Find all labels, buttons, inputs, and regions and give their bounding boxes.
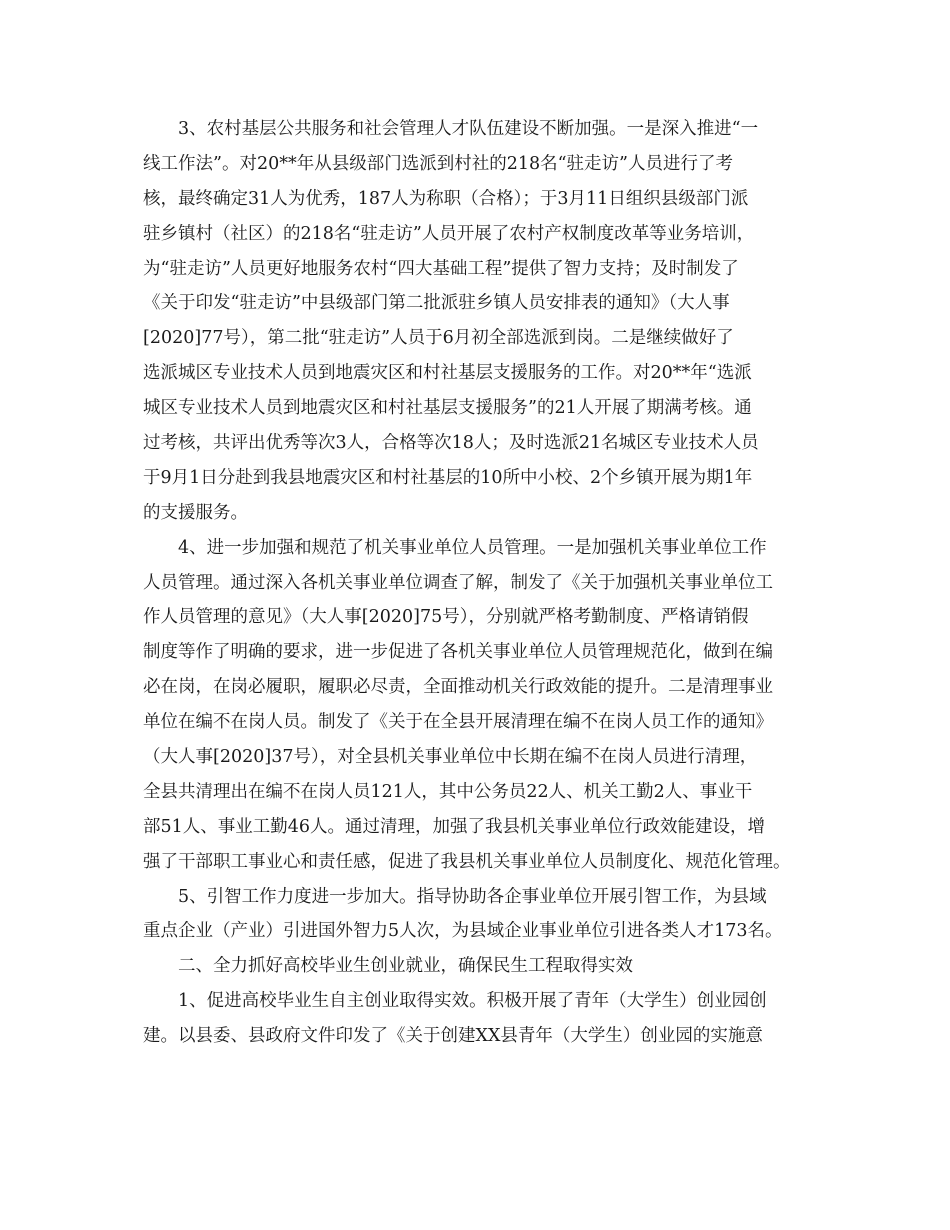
paragraph-4-line-8: 全县共清理出在编不在岗人员121人，其中公务员22人、机关工勤2人、事业干 <box>143 781 753 802</box>
paragraph-4-line-4: 制度等作了明确的要求，进一步促进了各机关事业单位人员管理规范化，做到在编 <box>143 642 773 663</box>
section-2-paragraph-1-line-2: 建。以县委、县政府文件印发了《关于创建XX县青年（大学生）创业园的实施意 <box>143 1026 763 1047</box>
paragraph-4-line-3: 作人员管理的意见》（大人事[2020]75号），分别就严格考勤制度、严格请销假 <box>143 607 749 628</box>
paragraph-5-line-2: 重点企业（产业）引进国外智力5人次，为县域企业事业单位引进各类人才173名。 <box>143 921 783 942</box>
paragraph-3-line-3: 核，最终确定31人为优秀，187人为称职（合格）；于3月11日组织县级部门派 <box>143 188 749 209</box>
paragraph-3-line-9: 城区专业技术人员到地震灾区和村社基层支援服务”的21人开展了期满考核。通 <box>143 398 752 419</box>
paragraph-5-line-1: 5、引智工作力度进一步加大。指导协助各企事业单位开展引智工作，为县域 <box>178 886 767 907</box>
section-heading-2: 二、全力抓好高校毕业生创业就业，确保民生工程取得实效 <box>178 956 633 977</box>
paragraph-3-line-10: 过考核，共评出优秀等次3人，合格等次18人；及时选派21名城区专业技术人员 <box>143 433 759 454</box>
paragraph-4-line-9: 部51人、事业工勤46人。通过清理，加强了我县机关事业单位行政效能建设，增 <box>143 816 766 837</box>
paragraph-4-line-10: 强了干部职工事业心和责任感，促进了我县机关事业单位人员制度化、规范化管理。 <box>143 851 791 872</box>
paragraph-3-line-4: 驻乡镇村（社区）的218名“驻走访”人员开展了农村产权制度改革等业务培训， <box>143 223 755 244</box>
paragraph-3-line-2: 线工作法”。对20**年从县级部门选派到村社的218名“驻走访”人员进行了考 <box>143 153 734 174</box>
paragraph-3-line-8: 选派城区专业技术人员到地震灾区和村社基层支援服务的工作。对20**年“选派 <box>143 363 752 384</box>
paragraph-3-line-5: 为“驻走访”人员更好地服务农村“四大基础工程”提供了智力支持；及时制发了 <box>143 258 739 279</box>
paragraph-4-line-2: 人员管理。通过深入各机关事业单位调查了解，制发了《关于加强机关事业单位工 <box>143 572 773 593</box>
paragraph-4-line-5: 必在岗，在岗必履职，履职必尽责，全面推动机关行政效能的提升。二是清理事业 <box>143 677 773 698</box>
paragraph-4-line-1: 4、进一步加强和规范了机关事业单位人员管理。一是加强机关事业单位工作 <box>178 537 767 558</box>
section-2-paragraph-1-line-1: 1、促进高校毕业生自主创业取得实效。积极开展了青年（大学生）创业园创 <box>178 991 767 1012</box>
paragraph-3-line-7: [2020]77号），第二批“驻走访”人员于6月初全部选派到岗。二是继续做好了 <box>143 328 734 349</box>
paragraph-4-line-6: 单位在编不在岗人员。制发了《关于在全县开展清理在编不在岗人员工作的通知》 <box>143 712 773 733</box>
paragraph-3-line-12: 的支援服务。 <box>143 502 248 523</box>
paragraph-3-line-6: 《关于印发“驻走访”中县级部门第二批派驻乡镇人员安排表的通知》（大人事 <box>143 293 730 314</box>
paragraph-4-line-7: （大人事[2020]37号），对全县机关事业单位中长期在编不在岗人员进行清理， <box>143 747 758 768</box>
document-body <box>143 112 818 1054</box>
paragraph-3-line-1: 3、农村基层公共服务和社会管理人才队伍建设不断加强。一是深入推进“一 <box>178 119 759 139</box>
paragraph-3-line-11: 于9月1日分赴到我县地震灾区和村社基层的10所中小校、2个乡镇开展为期1年 <box>143 467 753 488</box>
